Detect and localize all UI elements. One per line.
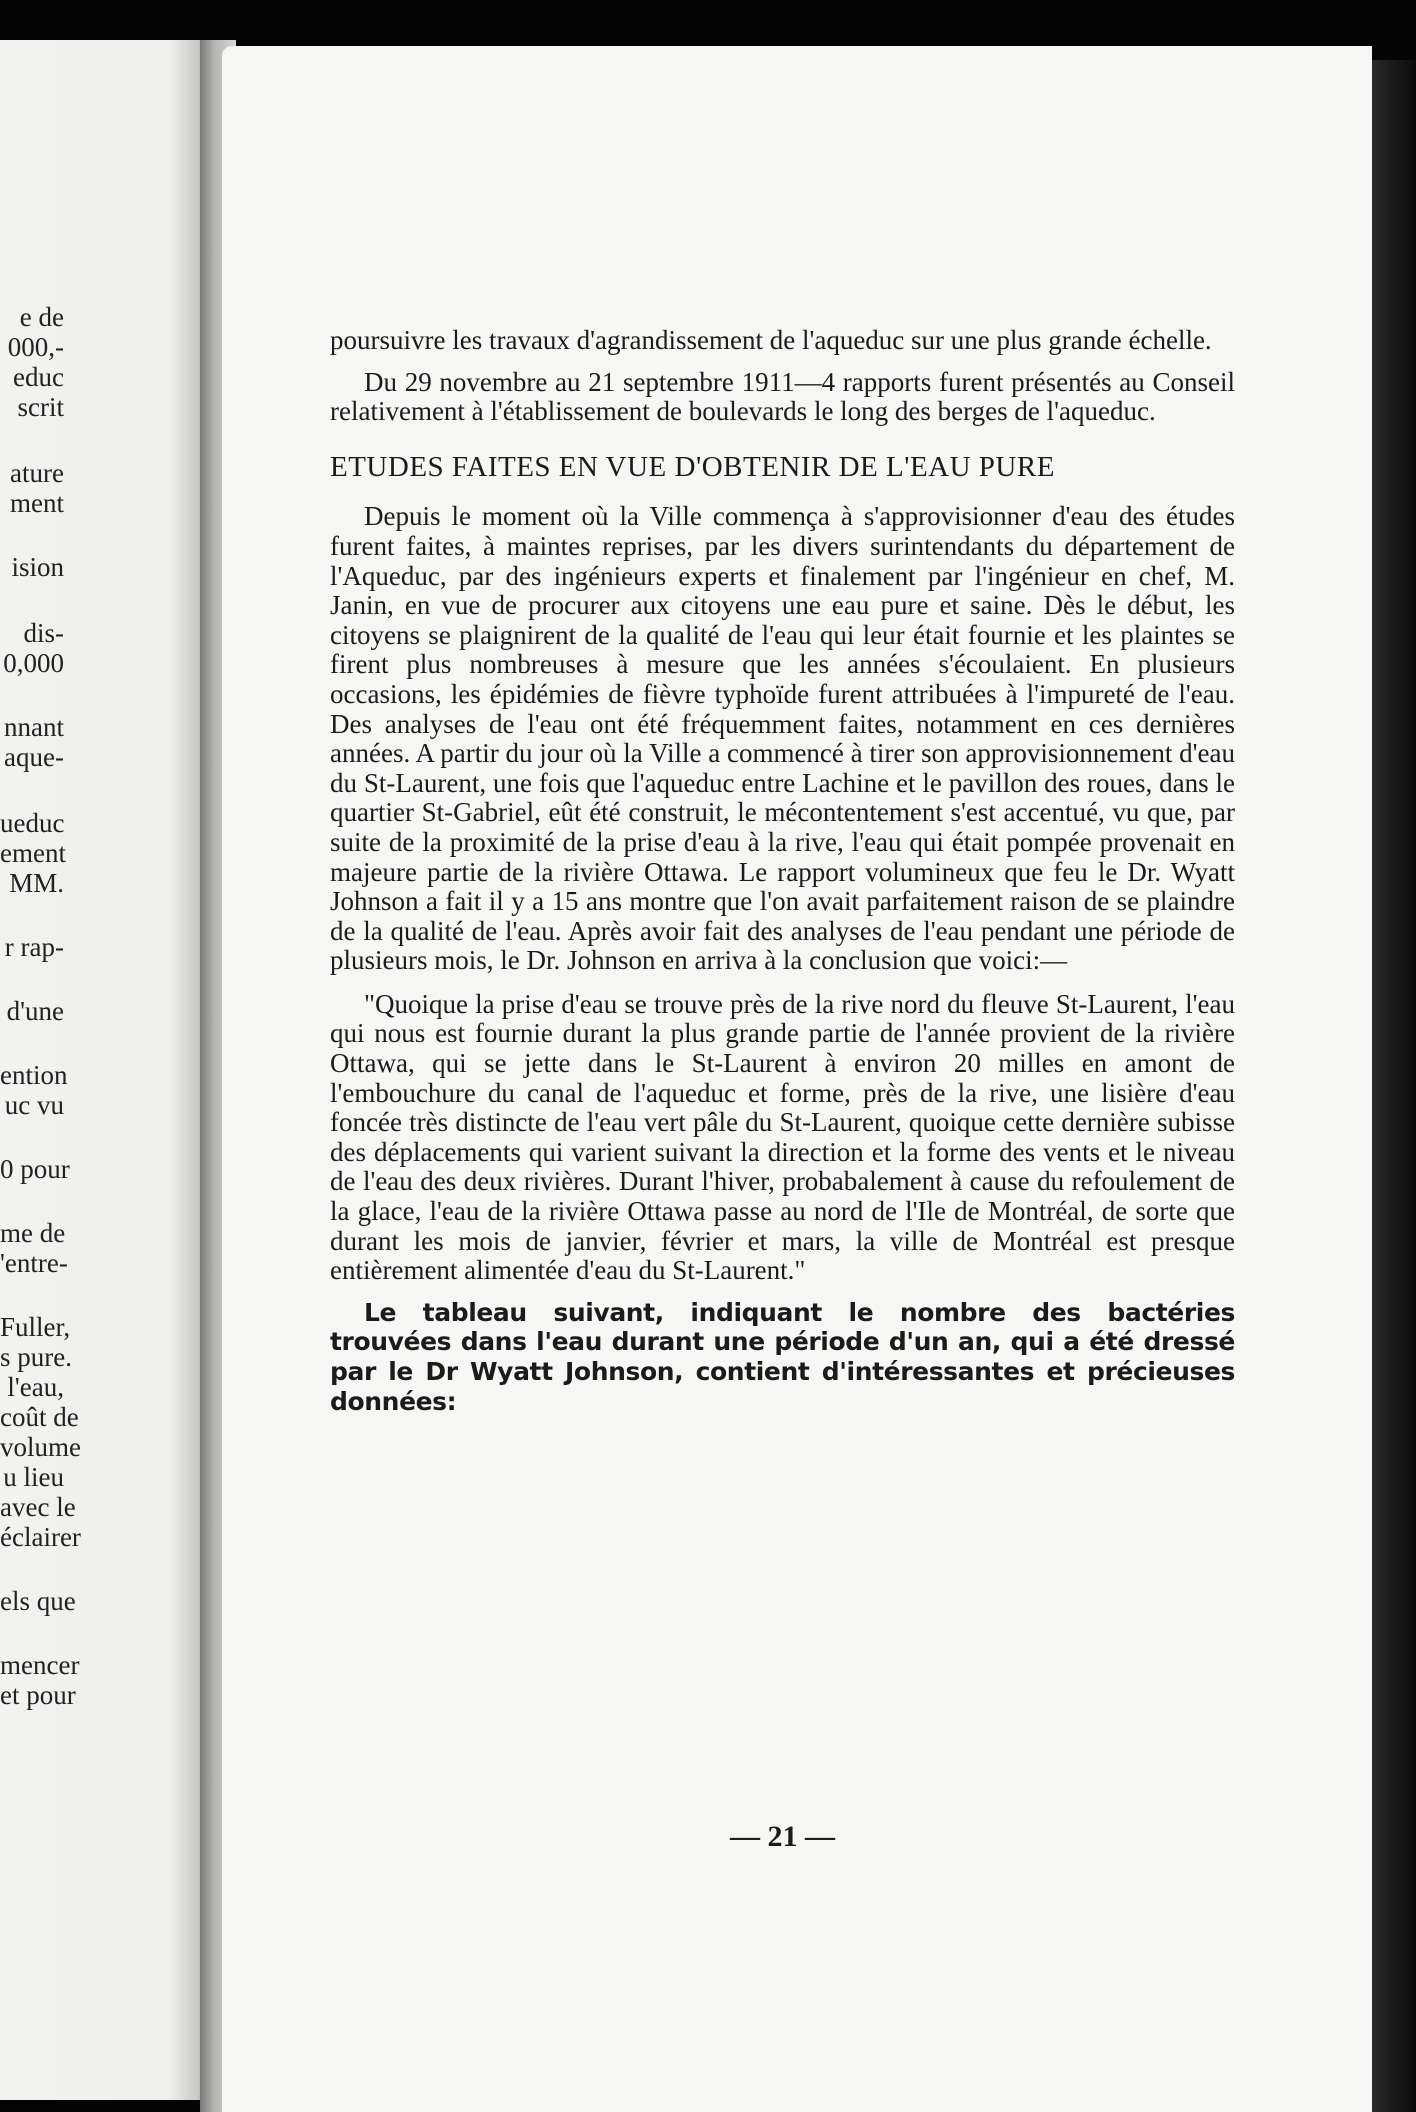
left-margin-text: mencer (0, 1650, 80, 1680)
left-margin-text: MM. (9, 868, 64, 898)
left-margin-text: nnant (4, 712, 64, 742)
left-page (0, 40, 212, 2100)
left-margin-text: d'une (6, 996, 64, 1026)
left-margin-text: l'eau, (7, 1372, 64, 1402)
left-margin-text: 0,000 (3, 648, 64, 678)
left-margin-text: els que (0, 1586, 76, 1616)
left-margin-text: e de (19, 302, 64, 332)
left-margin-text: dis- (23, 618, 64, 648)
left-margin-text: volume (0, 1432, 81, 1462)
left-margin-text: s pure. (0, 1342, 72, 1372)
left-margin-text: 000,- (7, 332, 64, 362)
left-margin-text: ision (11, 552, 64, 582)
left-margin-text: 'entre- (0, 1248, 68, 1278)
page-edge-shadow (1372, 60, 1416, 2112)
left-margin-text: scrit (17, 392, 64, 422)
left-margin-text: Fuller, (0, 1312, 71, 1342)
left-margin-text: ueduc (0, 808, 65, 838)
section-heading: ETUDES FAITES EN VUE D'OBTENIR DE L'EAU PURE (330, 450, 1055, 483)
page-content (330, 326, 1235, 1428)
left-margin-text: educ (13, 362, 64, 392)
left-margin-text: ment (10, 488, 64, 518)
paragraph-boulevards: Du 29 novembre au 21 septembre 1911—4 rapports furent présentés au Conseil relativement à l'établissement de boulevards le long des berges de l'aqueduc. (330, 366, 1235, 427)
left-margin-text: ature (10, 458, 64, 488)
page-number: — 21 — (730, 1820, 835, 1853)
left-margin-text: ement (0, 838, 66, 868)
left-margin-text: 0 pour (0, 1154, 70, 1184)
left-margin-text: éclairer (0, 1522, 81, 1552)
quotation-johnson: "Quoique la prise d'eau se trouve près de la rive nord du fleuve St-Laurent, l'eau qui nous est fournie durant la plus grande partie de l'année provient de la rivière Ottawa, qui se jette dans le St-Laurent à environ 20 milles en amont de l'embouchure du canal de l'aqueduc et forme, près de la rive, une lisière d'eau foncée très distincte de l'eau vert pâle du St-Laurent, quoique cette dernière subisse des déplacements qui varient suivant la direction et la forme des vents et le niveau de l'eau des deux rivières. Durant l'hiver, probabalement à cause du refoulement de la glace, l'eau de la rivière Ottawa passe au nord de l'Ile de Montréal, de sorte que durant les mois de janvier, février et mars, la ville de Montréal est presque entièrement alimentée d'eau du St-Laurent." (330, 988, 1235, 1286)
paragraph-studies: Depuis le moment où la Ville commença à s'approvisionner d'eau des études furent faites, à maintes reprises, par les divers surintendants du département de l'Aqueduc, par des ingénieurs experts et finalement par l'ingénieur en chef, M. Janin, en vue de procurer aux citoyens une eau pure et saine. Dès le début, les citoyens se plaignirent de la qualité de l'eau qui leur était fournie et les plaintes se firent plus nombreuses à mesure que les années s'écoulaient. En plusieurs occasions, les épidémies de fièvre typhoïde furent attribuées à l'impureté de l'eau. Des analyses de l'eau ont été fréquemment faites, notamment en ces dernières années. A partir du jour où la Ville a commencé à tirer son approvisionnement d'eau du St-Laurent, une fois que l'aqueduc entre Lachine et le pavillon des roues, dans le quartier St-Gabriel, eût été construit, le mécontentement s'est accentué, vu que, par suite de la proximité de la prise d'eau à la rive, l'eau qui était pompée provenait en majeure partie de la rivière Ottawa. Le rapport volumineux que feu le Dr. Wyatt Johnson a fait il y a 15 ans montre que l'on avait parfaitement raison de se plaindre de la qualité de l'eau. Après avoir fait des analyses de l'eau pendant une période de plusieurs mois, le Dr. Johnson en arriva à la conclusion que voici:— (330, 501, 1235, 976)
left-margin-text: coût de (0, 1402, 79, 1432)
left-margin-text: r rap- (4, 932, 64, 962)
paragraph-table-intro: Le tableau suivant, indiquant le nombre des bactéries trouvées dans l'eau durant une période d'un an, qui a été dressé par le Dr Wyatt Johnson, contient d'intéressantes et précieuses données: (330, 1297, 1235, 1416)
left-margin-text: aque- (4, 742, 64, 772)
left-margin-text: ention (0, 1060, 68, 1090)
left-margin-text: et pour (0, 1680, 76, 1710)
left-margin-text: uc vu (4, 1090, 64, 1120)
left-margin-text: u lieu (3, 1462, 64, 1492)
left-margin-text: avec le (0, 1492, 76, 1522)
left-margin-text: me de (0, 1218, 66, 1248)
paragraph-continuation: poursuivre les travaux d'agrandissement de l'aqueduc sur une plus grande échelle. (330, 325, 1212, 355)
